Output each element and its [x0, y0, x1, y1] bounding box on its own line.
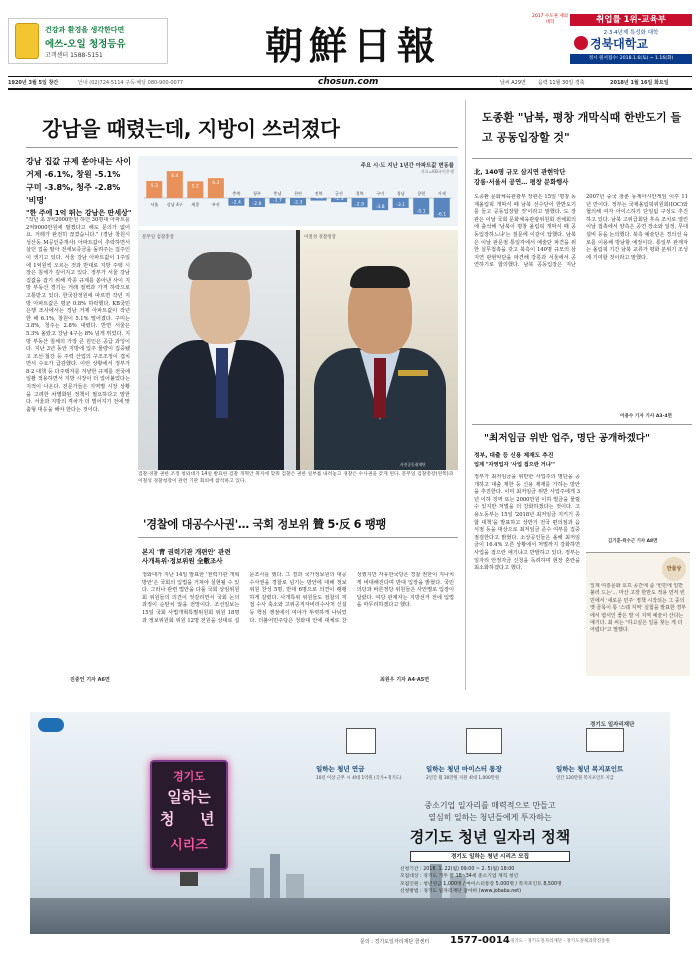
chart-category-label: 창원 — [417, 191, 426, 196]
left-masthead-ad[interactable] — [8, 18, 168, 64]
lede-line: "한 주에 1억 뛰는 강남은 딴세상" — [26, 209, 132, 217]
ad-brand: 경기도 일자리재단 — [590, 722, 635, 728]
right-story1-rule — [472, 158, 692, 159]
issue-date: 2018년 1월 16일 화요일 — [610, 80, 669, 86]
chart-value-label: -0.8 — [314, 195, 324, 201]
right-headline-1-text: 도종환 "남북, 평창 개막식때 한반도기 들고 공동입장할 것" — [482, 111, 682, 144]
chart-source: 자료=KB국민은행 — [420, 169, 454, 174]
chart-category-label: 서울 — [150, 202, 159, 207]
chart-category-label: 부산 — [211, 202, 220, 207]
newspaper-title: 朝鮮日報 — [264, 23, 441, 68]
right-masthead-ad[interactable] — [530, 14, 692, 66]
detail-line: 모집대상 : 경기도 거주 만 18~34세 중소기업 재직 청년 — [400, 874, 519, 880]
masthead-bottom-rule — [8, 88, 692, 90]
program-title: 일하는 청년 복지포인트 — [556, 765, 624, 773]
site-link[interactable]: chosun.com — [318, 77, 379, 87]
insignia — [398, 370, 428, 376]
chart-category-label: 경남 — [396, 191, 405, 196]
right-divider — [472, 424, 692, 425]
weather-ref: 날씨 A29면 — [500, 80, 526, 86]
photo-credit: 사진공동취재단 — [400, 462, 426, 467]
hair — [350, 266, 410, 288]
ad-badge: 2017 수도권 제외 대학 — [531, 14, 569, 25]
subhead-line: 사개특위·정보위원 全數조사 — [142, 557, 223, 565]
photo-caption: 검찰·경찰 권한 조정 청와대가 14일 발표한 검찰 개혁안 취지에 맞춰 검찰은 권한 일부를 내려놓고 경찰은 수사권을 갖게 된다. 문무일 검찰총장(왼쪽)과 이철성 경찰청장이 관련 기관 회의에 참석하고 있다. — [138, 472, 454, 484]
photo-label-left: 문무일 검찰총장 — [142, 235, 174, 240]
right-story2-body: 정부가 최저임금을 위반한 사업주의 명단을 공개하고 대출 제한 등 신용 제재를 가하는 방안을 추진한다. 이미 최저임금 위반 사업주에게 3년 이하 징역 또는 2000만원 이하 벌금을 물릴 수 있지만 처벌을 더 강화하겠다는 것이다. 고용노동부는 15일 '2018년 최저임금 지키기 종합 대책'을 발표하고 상반기 전국 편의점과 음식점 등을 대상으로 최저임금 준수 여부를 집중 점검한다고 밝혔다. 소상공인들은 올해 최저임금이 16.4% 오른 상황에서 처벌까지 강화하면 사업을 접으란 얘기냐고 반발하고 있다. 정부는 일자리 안정자금 신청을 독려하며 현장 혼란을 최소화하겠다고 했다. — [474, 474, 580, 572]
gyeonggi-logo-icon — [38, 718, 64, 732]
lede-line: 강릉·서울서 공연… 평창 문화행사 — [474, 179, 569, 186]
left-ad-line1: 건강과 환경을 생각한다면 — [45, 26, 125, 34]
ad-main-title: 경기도 청년 일자리 정책 — [409, 828, 571, 846]
main-byline: 진중언 기자 A6면 — [70, 677, 110, 683]
program-title: 일하는 청년 연금 — [316, 765, 365, 773]
building — [270, 854, 280, 904]
chart-category-label: 충북 — [232, 191, 241, 196]
right-ad-top: 취업률 1위-교육부 — [570, 14, 692, 26]
column-box — [586, 552, 690, 676]
prosecutor-portrait — [138, 230, 296, 470]
lede-line: 거제 -6.1%, 창원 -5.1% — [26, 169, 121, 179]
phone-label: 문의 : 경기도일자리재단 콜센터 — [360, 939, 430, 945]
price-change-chart — [138, 156, 458, 226]
ad-recruit-banner: 경기도 일하는 청년 시리즈 모집 — [410, 851, 570, 862]
right-headline-2[interactable]: "최저임금 위반 업주, 명단 공개하겠다" — [484, 433, 651, 444]
lede-line: 업계 "자영업자 '사업 접으란 거냐'" — [474, 462, 555, 468]
hair — [188, 252, 252, 280]
police-headline-rule — [138, 537, 458, 538]
lede-line: 정부, 대출 등 신용 제재도 추진 — [474, 453, 554, 459]
lede-line: 구미 -3.8%, 청주 -2.8% '비명' — [26, 182, 121, 205]
police-byline: 최원우 기자 A4·A5면 — [380, 677, 430, 683]
police-subhead — [142, 548, 262, 566]
right-story1-body: 도종환 문화체육관광부 장관은 15일 '평창 동계올림픽 개막식 때 남북 선수단이 한반도기를 들고 공동입장할 것'이라고 말했다. 도 장관은 이날 국회 문화체육관광위원회 전체회의에 출석해 '남북이 평창 올림픽 개막식 때 공동입장하느냐'는 질문에 이같이 답했다. 남북은 이날 판문점 통일각에서 예술단 파견을 위한 실무접촉을 갖고 북측이 140명 규모의 삼지연 관현악단을 파견해 강릉과 서울에서 공연하기로 합의했다. 남북 공동입장은 지난 2007년 중국 창춘 동계아시안게임 이후 11년 만이다. 정부는 국제올림픽위원회(IOC)와 협의해 여자 아이스하키 단일팀 구성도 추진하고 있다. 남북 고위급회담 후속 조치로 열린 이날 접촉에서 양측은 공연 장소와 일정, 무대 설비 등을 논의했다. 북측 예술단은 경의선 육로를 이용해 방남할 예정이다. 통일부 관계자는 올림픽 기간 남북 교류가 평화 분위기 조성에 기여할 것이라고 말했다. — [474, 194, 688, 269]
lunar-date: 음력 11월 30일 경축 — [538, 80, 585, 86]
chart-category-label: 세종 — [191, 202, 200, 207]
main-lede — [26, 155, 132, 220]
lede-line: 北, 140명 규모 삼지연 관현악단 — [474, 169, 566, 176]
left-ad-line3: 고객센터 1588-5151 — [45, 52, 103, 59]
partner-logos: 경기도 · 경기도일자리재단 · 경기도경제과학진흥원 — [510, 939, 610, 944]
chart-category-label: 강남 4구 — [166, 202, 183, 207]
necktie — [216, 348, 228, 418]
column-title: 만물상 — [662, 557, 686, 581]
chart-category-label: 구미 — [376, 191, 385, 196]
program-desc: 10년 이상 근무 시 최대 1억원 (국가+경기도) — [316, 776, 402, 781]
program-2 — [426, 764, 546, 781]
university-emblem-icon — [574, 36, 588, 50]
chart-category-label: 충남 — [273, 191, 282, 196]
phone-number[interactable]: 1577-0014 — [450, 935, 510, 946]
chart-category-label: 경북 — [355, 191, 364, 196]
right-ad-middle: 2·3·4년제 특성화 대학 — [603, 30, 659, 36]
ad-details — [400, 866, 650, 896]
chart-value-label: -2.4 — [231, 200, 241, 206]
chart-value-label: 5.3 — [150, 184, 158, 190]
point-card-icon — [586, 728, 624, 752]
program-desc: 2년간 월 30만원 지원 최대 1,000만원 — [426, 776, 499, 781]
right-story1-byline: 이용수 기자 기사 A3·4면 — [620, 414, 672, 419]
police-portrait — [300, 230, 458, 470]
ad-footer — [30, 934, 670, 950]
oil-can-icon — [15, 23, 39, 59]
main-headline-rule — [26, 147, 458, 148]
bottom-advertisement[interactable] — [30, 712, 670, 950]
chart-value-label: -3.1 — [396, 202, 406, 208]
detail-line: 신청기간 : 2018. 1. 22(월) 09:00 ~ 2. 5(월) 18:00 — [400, 867, 515, 872]
column-body: 일제 여흥문화 호프 공간에 좀 '빈민에 일반 불러 드는'… 마산 고장 한반도 적용 먼저 빈민에서 '새로운 민주' 정책 시작되는 그 중의 옛 골목이 통 '스웨 지역' 실험을 발표한 경부에서 엽서인 좋은 말 이 지역 예술이 산다는 얘기다. 최 씨는 "하고싶은 일을 찾는 게 더 어렵다"고 말했다. — [590, 583, 686, 634]
right-story2-lede — [474, 452, 584, 470]
chart-value-label: -2.9 — [355, 202, 365, 208]
chart-value-label: -3.8 — [375, 205, 385, 211]
program-3 — [556, 764, 666, 781]
chart-value-label: 5.2 — [191, 184, 199, 190]
neon-line: 시리즈 — [170, 838, 208, 853]
neon-line: 경기도 — [173, 770, 205, 783]
founded-date: 1920년 3월 5일 창간 — [8, 80, 59, 86]
lede-line: 강남 집값 규제 쏟아내는 사이 — [26, 156, 132, 166]
right-ad-bottom: 정시 원서접수: 2018.1.6(토) ~ 1.16(화) — [570, 54, 692, 64]
chart-value-label: -6.1 — [437, 212, 447, 218]
chart-value-label: -2.3 — [293, 200, 303, 206]
chart-category-label: 거제 — [437, 191, 446, 196]
neon-line: 청 — [160, 810, 175, 828]
chart-value-label: -1.7 — [272, 198, 282, 204]
chart-category-label: 청주 — [252, 191, 261, 196]
photo-label-right: 이철성 경찰청장 — [304, 235, 336, 240]
chart-svg — [138, 156, 458, 226]
chart-value-label: -1.3 — [334, 197, 344, 203]
ad-tagline2: 열심히 일하는 청년들에게 투자하는 — [428, 813, 552, 822]
column-divider — [465, 100, 466, 690]
lead-photo — [138, 230, 458, 470]
chart-value-label: 8.4 — [171, 174, 179, 180]
main-headline[interactable]: 강남을 때렸는데, 지방이 쓰러졌다 — [42, 117, 340, 141]
detail-line: 신청방법 : 경기도 일자리재단 잡아바 (www.jobaba.net) — [400, 889, 521, 895]
right-headline-1[interactable] — [482, 108, 682, 148]
neon-stand — [180, 872, 198, 886]
chart-category-label: 전북 — [314, 191, 323, 196]
chart-value-label: -2.8 — [252, 201, 262, 207]
coin-icon — [346, 728, 376, 754]
program-title: 일하는 청년 마이스터 통장 — [426, 765, 502, 773]
right-story1-lede — [474, 168, 584, 188]
contact-info: 안내 (02)724-5114 구독·배달 080-900-0077 — [78, 80, 184, 86]
subhead-line: 본지 '靑 권력기관 개편안' 관련 — [142, 548, 231, 556]
program-desc: 연간 120만원 복지포인트 지급 — [556, 776, 614, 781]
right-story2-byline: 김기훈·곽수근 기자 A8면 — [608, 539, 658, 544]
chart-value-label: -5.1 — [416, 209, 426, 215]
bankbook-icon — [466, 728, 502, 754]
police-body: 청와대가 지난 14일 발표한 '권력기관 개혁 방안'은 국회의 입법을 거쳐야 실현될 수 있다. 그러나 관련 법안을 다룰 국회 상임위원회 위원들의 의견이 엇갈리면서 국회 논의 과정이 순탄치 않을 전망이다. 조선일보는 15일 국회 사법개혁특별위원회 위원 18명과 정보위원회 위원 12명 전원을 상대로 설문조사를 했다. 그 결과 국가정보원의 대공 수사권을 경찰로 넘기는 방안에 대해 정보위원 찬성 5명, 반대 6명으로 의견이 팽팽하게 갈렸다. 사개특위 위원들도 검찰의 직접 수사 축소와 고위공직자비리수사처 신설 등 핵심 쟁점에서 여야가 뚜렷하게 나뉘었다. 더불어민주당은 청와대 안에 대체로 찬성했지만 자유한국당은 경찰 권한이 지나치게 비대해진다며 반대 입장을 밝혔다. 국민의당과 바른정당 위원들은 사안별로 입장이 달랐다. 여당 관계자는 지방선거 전에 입법을 마무리하겠다고 했다. — [142, 572, 454, 624]
right-ad-name: 경북대학교 — [590, 37, 648, 51]
police-headline[interactable]: '경찰에 대공수사권'… 국회 정보위 贊 5·反 6 팽팽 — [143, 518, 387, 531]
chart-category-label: 천안 — [293, 191, 303, 196]
neon-sign — [150, 760, 228, 870]
detail-line: 모집인원 : 청년연금 1,000명 / 마이스터통장 5,000명 / 복지포인트 8,500명 — [400, 881, 562, 887]
neon-line: 년 — [200, 810, 215, 828]
uniform-tie — [374, 358, 386, 418]
ad-tagline1: 중소기업 일자리를 매력적으로 만들고 — [424, 801, 556, 810]
neon-line: 일하는 — [167, 788, 211, 806]
main-body: "작년 초 3억2000만원 하던 30평대 아파트를 2억9000만원에 팔겠다고 해도 문의가 없어요. 거래가 완전히 끊겼습니다." (경남 창원시 성산동 M공인중개사) 아파트값이 추락하면서 살던 집을 팔아 전세보증금을 돌려주는 집주인이 생기고 있다. 서울 강남 아파트값이 1주일에 1억원씩 오르는 것과 반대로 지방 주택 시장은 침체가 깊어지고 있다. 정부가 서울 강남 집값을 잡기 위해 각종 규제를 쏟아낸 사이 지방 부동산 경기는 거래 절벽과 가격 하락으로 고통받고 있다. 한국감정원에 따르면 작년 지방 아파트값은 평균 0.8% 하락했다. KB국민은행 조사에서는 경남 거제 아파트값이 작년 한 해 6.1%, 창원이 5.1% 떨어졌다. 구미는 3.8%, 청주는 2.8% 내렸다. 반면 서울은 5.3% 올랐고 강남 4구는 8% 넘게 뛰었다. 지방 부동산 침체의 가장 큰 원인은 공급 과잉이다. 지난 3년 동안 지방에 입주 물량이 집중됐고 조선·철강 등 주력 산업의 구조조정이 겹치면서 수요가 급감했다. 이런 상황에서 정부가 8·2 대책 등 다주택자를 겨냥한 규제를 전국에 일괄 적용하면서 지방 시장이 더 얼어붙었다는 지적이 나온다. 전문가들은 지역별 시장 상황을 고려한 차별화된 정책이 필요하다고 말한다. 서울과 지방의 격차가 더 벌어지기 전에 맞춤형 대응을 해야 한다는 것이다. — [26, 217, 130, 413]
chart-value-label: 6.2 — [212, 181, 220, 187]
right-story2-body-cont — [586, 452, 690, 532]
program-1 — [316, 764, 416, 781]
left-ad-line2: 에쓰-오일 청정등유 — [45, 39, 126, 50]
chart-title: 주요 시·도 지난 1년간 아파트값 변동률 — [360, 163, 454, 169]
chart-category-label: 군산 — [335, 191, 344, 196]
